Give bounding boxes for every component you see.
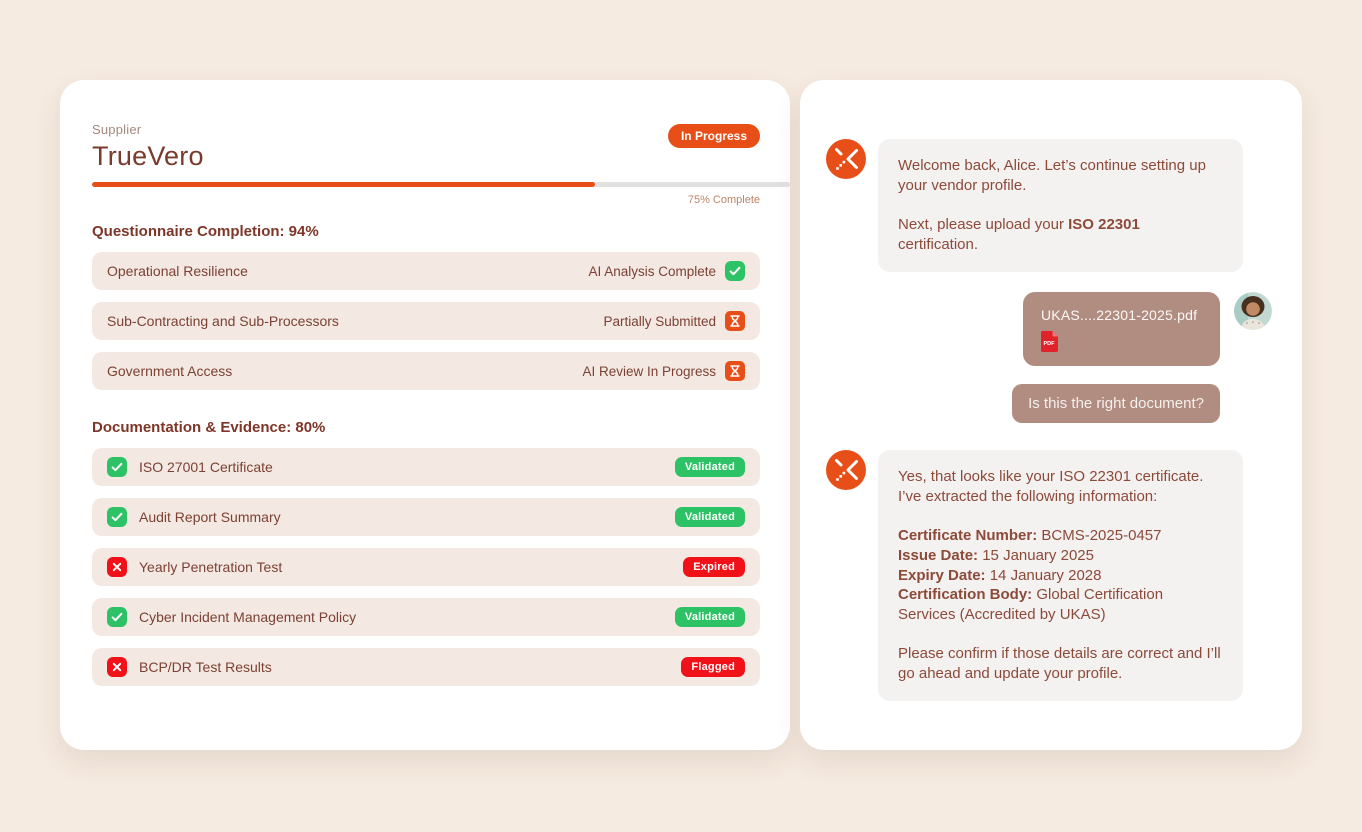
bot-avatar-icon bbox=[826, 450, 866, 490]
status-badge: In Progress bbox=[668, 124, 760, 148]
documentation-heading: Documentation & Evidence: 80% bbox=[92, 419, 326, 436]
pdf-file-icon bbox=[1041, 331, 1058, 352]
user-message-bubble: Is this the right document? bbox=[1012, 384, 1220, 423]
supplier-name: TrueVero bbox=[92, 141, 204, 171]
chat-panel-card bbox=[800, 80, 1302, 750]
bot-message-paragraph: Yes, that looks like your ISO 22301 certificate. I’ve extracted the following information: bbox=[898, 467, 1204, 505]
row-label: Audit Report Summary bbox=[139, 509, 281, 525]
detail-certificate-number: Certificate Number: BCMS-2025-0457 bbox=[898, 526, 1162, 544]
bot-message-bubble bbox=[878, 450, 1243, 701]
detail-issue-date: Issue Date: 15 January 2025 bbox=[898, 546, 1094, 564]
questionnaire-row-operational-resilience[interactable] bbox=[92, 252, 760, 290]
file-name: UKAS....22301-2025.pdf bbox=[1041, 306, 1198, 323]
progress-bar bbox=[92, 182, 790, 187]
bot-message-bubble bbox=[878, 139, 1243, 272]
row-label: BCP/DR Test Results bbox=[139, 659, 272, 675]
row-label: Operational Resilience bbox=[107, 263, 248, 279]
row-label: ISO 27001 Certificate bbox=[139, 459, 273, 475]
document-row-cyber-incident-policy[interactable] bbox=[92, 598, 760, 636]
check-icon bbox=[107, 607, 127, 627]
bot-avatar-icon bbox=[826, 139, 866, 179]
row-label: Government Access bbox=[107, 363, 233, 379]
detail-expiry-date: Expiry Date: 14 January 2028 bbox=[898, 566, 1102, 584]
supplier-profile-card bbox=[60, 80, 790, 750]
check-icon bbox=[725, 261, 745, 281]
user-avatar bbox=[1234, 292, 1272, 330]
row-status: Partially Submitted bbox=[603, 313, 716, 329]
row-status: AI Analysis Complete bbox=[588, 263, 716, 279]
x-icon bbox=[107, 657, 127, 677]
hourglass-icon bbox=[725, 361, 745, 381]
row-status: AI Review In Progress bbox=[582, 363, 716, 379]
uploaded-file-attachment[interactable] bbox=[1023, 292, 1220, 366]
validation-badge: Expired bbox=[683, 557, 745, 577]
validation-badge: Validated bbox=[675, 607, 745, 627]
check-icon bbox=[107, 507, 127, 527]
document-row-iso-27001[interactable] bbox=[92, 448, 760, 486]
validation-badge: Flagged bbox=[681, 657, 745, 677]
svg-text:PDF: PDF bbox=[1043, 340, 1055, 347]
user-file-message-group bbox=[826, 292, 1272, 366]
bot-message-paragraph: Please confirm if those details are correct and I’ll go ahead and update your profile. bbox=[898, 645, 1221, 683]
progress-fill bbox=[92, 182, 595, 187]
check-icon bbox=[107, 457, 127, 477]
hourglass-icon bbox=[725, 311, 745, 331]
document-row-audit-report[interactable] bbox=[92, 498, 760, 536]
bot-message-group bbox=[826, 139, 1243, 272]
progress-caption: 75% Complete bbox=[687, 194, 760, 206]
bot-message-paragraph: Welcome back, Alice. Let’s continue setting up your vendor profile. bbox=[898, 157, 1206, 194]
row-label: Cyber Incident Management Policy bbox=[139, 609, 357, 625]
detail-certification-body: Certification Body: Global Certification Services (Accredited by UKAS) bbox=[898, 586, 1164, 624]
bot-message-paragraph: Next, please upload your ISO 22301 certification. bbox=[898, 215, 1140, 253]
questionnaire-row-government-access[interactable] bbox=[92, 352, 760, 390]
x-icon bbox=[107, 557, 127, 577]
questionnaire-heading: Questionnaire Completion: 94% bbox=[92, 223, 319, 240]
validation-badge: Validated bbox=[675, 507, 745, 527]
bot-message-group bbox=[826, 450, 1243, 701]
questionnaire-row-sub-contracting[interactable] bbox=[92, 302, 760, 340]
row-label: Sub-Contracting and Sub-Processors bbox=[107, 313, 339, 329]
document-row-bcp-dr-results[interactable] bbox=[92, 648, 760, 686]
extracted-details bbox=[898, 526, 1223, 626]
supplier-label: Supplier bbox=[92, 122, 142, 137]
supplier-header bbox=[92, 122, 760, 172]
row-label: Yearly Penetration Test bbox=[139, 559, 283, 575]
document-row-penetration-test[interactable] bbox=[92, 548, 760, 586]
validation-badge: Validated bbox=[675, 457, 745, 477]
